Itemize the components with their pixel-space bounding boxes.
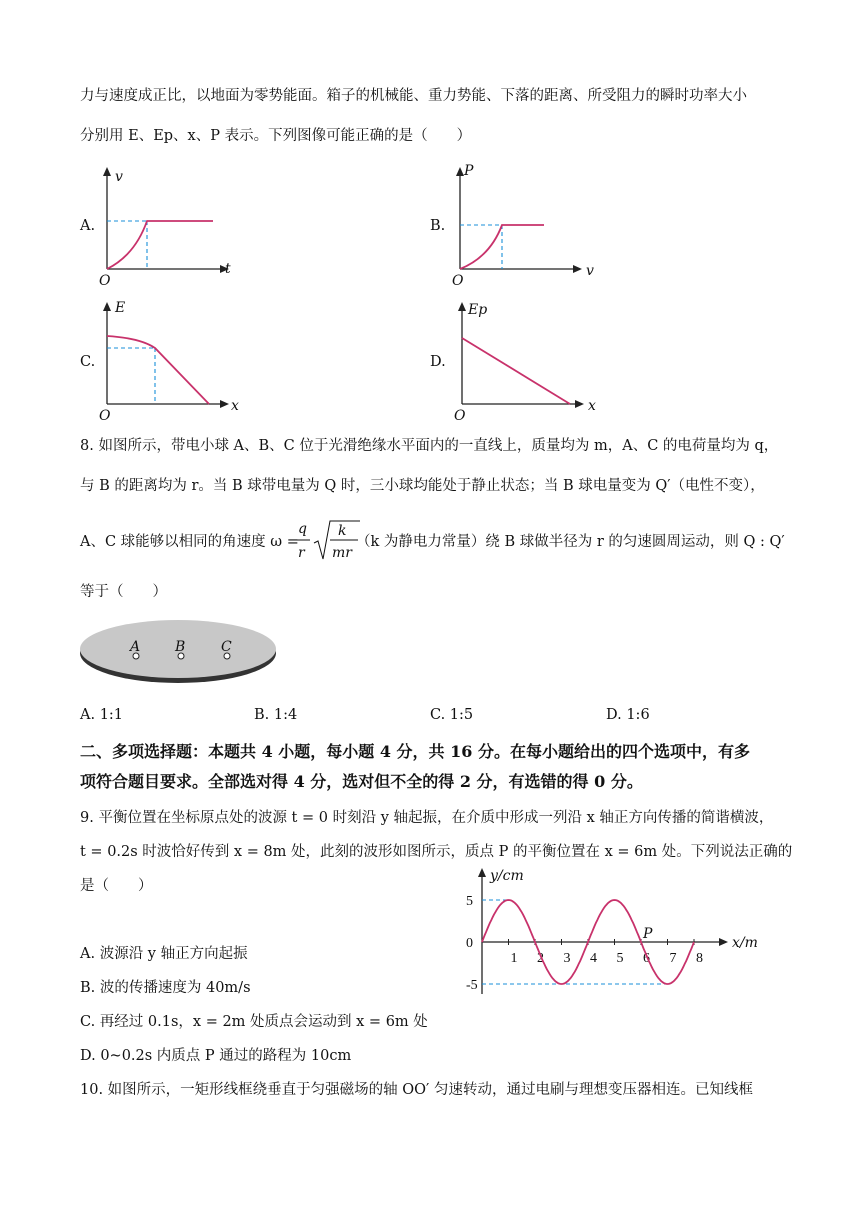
origin-label: O <box>452 273 464 289</box>
q7-line1: 力与速度成正比，以地面为零势能面。箱子的机械能、重力势能、下落的距离、所受阻力的瞬时功率大小 <box>80 88 747 104</box>
q8-option-b: B. 1:4 <box>254 707 298 723</box>
y-tick-label: -5 <box>466 978 478 993</box>
y-tick-label: 5 <box>466 894 473 909</box>
axis-label-p: P <box>464 163 474 179</box>
y-axis-arrow <box>478 868 486 877</box>
axis-label-e: E <box>115 300 126 316</box>
axis-label-x: x <box>231 398 239 414</box>
q7-graph-c <box>95 296 255 424</box>
axis-label-t: t <box>225 261 231 277</box>
q8-line3 <box>80 532 299 552</box>
q7-option-d-label: D. <box>430 354 446 370</box>
x-axis-label: x/m <box>732 935 758 951</box>
q8-line1: 8. 如图所示，带电小球 A、B、C 位于光滑绝缘水平面内的一直线上，质量均为 m，A、C 的电荷量均为 q， <box>80 438 779 454</box>
q8-line4: 等于（ ） <box>80 584 167 600</box>
axis-label-ep: Ep <box>468 302 488 318</box>
q7-option-a-label: A. <box>80 218 96 234</box>
q9-line1: 9. 平衡位置在坐标原点处的波源 t = 0 时刻沿 y 轴起振，在介质中形成一列沿 x 轴正方向传播的简谐横波， <box>80 810 774 826</box>
q9-option-d: D. 0~0.2s 内质点 P 通过的路程为 10cm <box>80 1048 352 1064</box>
y-axis-label: y/cm <box>490 868 524 884</box>
q8-option-d: D. 1:6 <box>606 707 650 723</box>
q7-graph-b <box>450 163 600 289</box>
sqrt-num: k <box>338 523 347 539</box>
axis-label-v2: v <box>586 263 594 279</box>
x-tick-label: 5 <box>616 951 624 966</box>
q7-graph-a <box>95 165 245 289</box>
x-axis-arrow <box>719 938 728 946</box>
q8-line2: 与 B 的距离均为 r。当 B 球带电量为 Q 时，三小球均能处于静止状态；当 B 球电量变为 Q′（电性不变）， <box>80 478 765 494</box>
sqrt-den: mr <box>332 545 352 561</box>
x-tick-label: 1 <box>510 951 518 966</box>
q7-option-b-label: B. <box>430 218 446 234</box>
q9-option-c: C. 再经过 0.1s，x = 2m 处质点会运动到 x = 6m 处 <box>80 1014 428 1030</box>
x-tick-label: 8 <box>696 951 703 966</box>
q8-line3-pre: A、C 球能够以相同的角速度 ω = <box>80 534 299 550</box>
axis-label-x: x <box>588 398 596 414</box>
wave-chart <box>460 862 760 992</box>
q9-line3: 是（ ） <box>80 878 153 894</box>
formula-den: r <box>298 545 305 561</box>
x-tick-label: 7 <box>669 951 677 966</box>
formula-num: q <box>298 521 307 537</box>
origin-label: O <box>99 408 111 424</box>
q9-option-b: B. 波的传播速度为 40m/s <box>80 980 251 996</box>
q8-line3-post: （k 为静电力常量）绕 B 球做半径为 r 的匀速圆周运动，则 Q : Q′ <box>356 534 785 550</box>
q7-graph-d <box>450 296 610 424</box>
q9-option-a: A. 波源沿 y 轴正方向起振 <box>80 946 248 962</box>
y-tick-label: 0 <box>466 936 473 951</box>
q10-line1: 10. 如图所示，一矩形线框绕垂直于匀强磁场的轴 OO′ 匀速转动，通过电刷与理想变压器相连。已知线框 <box>80 1082 753 1098</box>
q7-option-c-label: C. <box>80 354 96 370</box>
x-tick-label: 3 <box>563 951 571 966</box>
axis-label-v: v <box>115 169 123 185</box>
x-tick-label: 4 <box>590 951 597 966</box>
x-tick-label: 6 <box>643 951 650 966</box>
ball-c-label: C <box>221 639 232 655</box>
q8-option-a: A. 1:1 <box>80 707 124 723</box>
origin-label: O <box>454 408 466 424</box>
x-tick-label: 2 <box>537 951 544 966</box>
point-p-label: P <box>643 926 653 942</box>
ball-b-label: B <box>175 639 186 655</box>
origin-label: O <box>99 273 111 289</box>
ball-a-label: A <box>130 639 141 655</box>
section2-heading-line2: 项符合题目要求。全部选对得 4 分，选对但不全的得 2 分，有选错的得 0 分。 <box>80 772 643 791</box>
q9-line2: t = 0.2s 时波恰好传到 x = 8m 处，此刻的波形如图所示，质点 P 的平衡位置在 x = 6m 处。下列说法正确的 <box>80 844 793 860</box>
q7-line2: 分别用 E、Ep、x、P 表示。下列图像可能正确的是（ ） <box>80 128 472 144</box>
section2-heading-line1: 二、多项选择题：本题共 4 小题，每小题 4 分，共 16 分。在每小题给出的四个选项中，有多 <box>80 742 750 761</box>
q8-option-c: C. 1:5 <box>430 707 474 723</box>
q8-disc-figure <box>78 615 278 685</box>
